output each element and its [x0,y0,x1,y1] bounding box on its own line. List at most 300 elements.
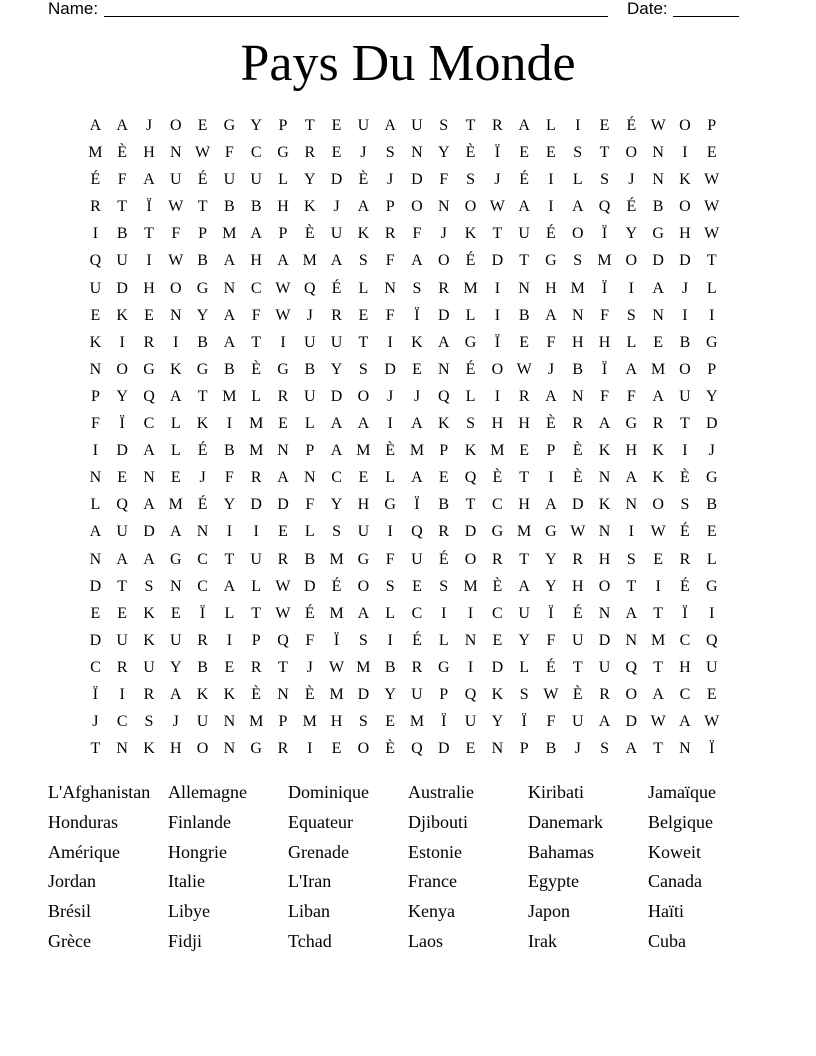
grid-letter[interactable]: W [704,171,720,189]
grid-letter[interactable]: U [303,333,316,351]
grid-letter[interactable]: J [333,198,340,216]
grid-letter[interactable]: L [706,279,717,297]
grid-letter[interactable]: É [412,631,422,649]
grid-letter[interactable]: E [331,740,342,758]
grid-letter[interactable]: B [116,225,128,243]
grid-letter[interactable]: F [546,333,556,351]
grid-letter[interactable]: J [92,713,99,731]
grid-letter[interactable]: O [170,117,182,134]
grid-letter[interactable]: È [572,685,583,703]
grid-letter[interactable]: D [143,523,155,541]
grid-letter[interactable]: Q [303,279,316,297]
grid-letter[interactable]: A [679,713,691,731]
grid-letter[interactable]: E [170,604,181,622]
grid-letter[interactable]: F [305,631,315,649]
grid-letter[interactable]: I [226,631,233,649]
grid-letter[interactable]: H [518,415,530,433]
grid-letter[interactable]: O [357,740,370,758]
grid-letter[interactable]: U [89,279,102,297]
grid-letter[interactable]: A [170,523,182,541]
grid-letter[interactable]: H [598,333,611,351]
grid-letter[interactable]: L [626,333,637,351]
grid-letter[interactable]: L [385,469,396,487]
grid-letter[interactable]: I [307,740,313,758]
grid-letter[interactable]: I [548,469,554,487]
grid-letter[interactable]: K [357,225,370,243]
grid-letter[interactable]: L [304,415,315,433]
grid-letter[interactable]: B [572,360,584,378]
grid-letter[interactable]: B [679,333,691,351]
grid-letter[interactable]: N [464,631,477,649]
grid-letter[interactable]: T [519,469,530,487]
grid-letter[interactable]: N [598,604,611,622]
grid-letter[interactable]: D [330,171,343,189]
grid-letter[interactable]: S [466,415,475,433]
grid-letter[interactable]: Q [464,469,477,487]
grid-letter[interactable]: U [223,171,236,189]
grid-letter[interactable]: A [116,550,128,568]
grid-letter[interactable]: É [304,604,315,622]
grid-letter[interactable]: J [387,387,394,405]
grid-letter[interactable]: I [709,604,715,622]
grid-letter[interactable]: U [303,387,316,405]
grid-letter[interactable]: È [546,415,556,433]
grid-letter[interactable]: O [625,144,638,162]
grid-letter[interactable]: N [518,279,530,297]
grid-letter[interactable]: J [628,171,635,189]
grid-letter[interactable]: J [306,306,313,324]
grid-letter[interactable]: K [143,740,155,758]
grid-letter[interactable]: R [90,198,101,216]
grid-letter[interactable]: E [465,740,476,758]
grid-letter[interactable]: H [143,144,155,162]
grid-letter[interactable]: Ï [601,225,608,243]
grid-letter[interactable]: J [172,713,179,731]
grid-letter[interactable]: Ï [92,685,99,703]
grid-letter[interactable]: H [545,279,557,297]
grid-letter[interactable]: L [706,550,717,568]
grid-letter[interactable]: L [519,658,530,676]
grid-letter[interactable]: Ï [548,604,554,622]
grid-letter[interactable]: Y [625,225,638,243]
grid-letter[interactable]: Y [491,713,504,731]
grid-letter[interactable]: B [304,360,316,378]
grid-letter[interactable]: O [411,198,423,216]
grid-letter[interactable]: U [196,713,209,731]
grid-letter[interactable]: L [90,496,101,514]
grid-letter[interactable]: E [519,333,530,351]
grid-letter[interactable]: W [275,577,291,595]
grid-letter[interactable]: E [117,604,128,622]
grid-letter[interactable]: N [571,306,584,324]
grid-letter[interactable]: S [332,523,342,541]
grid-letter[interactable]: D [679,252,691,270]
grid-letter[interactable]: N [411,144,423,162]
grid-letter[interactable]: A [411,252,423,270]
grid-letter[interactable]: H [357,496,370,514]
grid-letter[interactable]: S [626,306,636,324]
grid-letter[interactable]: Y [196,306,209,324]
grid-letter[interactable]: R [652,415,664,433]
grid-letter[interactable]: U [411,550,423,568]
grid-letter[interactable]: I [548,171,554,189]
grid-letter[interactable]: P [707,117,717,134]
grid-letter[interactable]: T [251,604,262,622]
grid-letter[interactable]: I [548,198,554,216]
grid-letter[interactable]: G [437,658,450,676]
grid-letter[interactable]: S [466,171,475,189]
grid-letter[interactable]: O [116,360,128,378]
grid-letter[interactable]: T [465,496,476,514]
grid-letter[interactable]: H [598,550,611,568]
grid-letter[interactable]: I [494,279,501,297]
grid-letter[interactable]: È [492,577,503,595]
grid-letter[interactable]: D [598,631,611,649]
grid-letter[interactable]: È [492,469,503,487]
grid-letter[interactable]: I [628,279,634,297]
grid-letter[interactable]: F [626,387,636,405]
grid-letter[interactable]: I [467,658,474,676]
grid-letter[interactable]: T [251,333,262,351]
grid-letter[interactable]: G [705,577,718,595]
grid-letter[interactable]: Ï [414,496,420,514]
grid-letter[interactable]: A [571,198,584,216]
grid-letter[interactable]: L [170,415,181,433]
grid-letter[interactable]: O [625,685,638,703]
grid-letter[interactable]: R [679,550,691,568]
grid-letter[interactable]: È [251,360,262,378]
grid-letter[interactable]: L [224,604,235,622]
grid-letter[interactable]: U [357,117,370,134]
grid-letter[interactable]: O [679,198,691,216]
grid-letter[interactable]: I [441,604,447,622]
grid-letter[interactable]: F [224,469,234,487]
grid-letter[interactable]: Q [598,198,611,216]
grid-letter[interactable]: D [491,252,504,270]
grid-letter[interactable]: S [680,496,690,514]
grid-letter[interactable]: Q [437,387,450,405]
grid-letter[interactable]: E [599,117,610,134]
grid-letter[interactable]: P [385,198,395,216]
grid-letter[interactable]: L [251,577,262,595]
grid-letter[interactable]: S [573,144,583,162]
grid-letter[interactable]: M [517,523,532,541]
grid-letter[interactable]: G [384,496,396,514]
grid-letter[interactable]: N [652,306,664,324]
grid-letter[interactable]: B [304,550,316,568]
grid-letter[interactable]: B [197,658,208,676]
grid-letter[interactable]: Ï [601,360,608,378]
grid-letter[interactable]: A [598,713,611,731]
grid-letter[interactable]: N [89,469,102,487]
grid-letter[interactable]: S [412,279,422,297]
grid-letter[interactable]: A [330,252,343,270]
grid-letter[interactable]: E [412,577,422,595]
grid-letter[interactable]: F [600,387,609,405]
grid-letter[interactable]: A [330,442,343,460]
grid-letter[interactable]: C [197,577,208,595]
grid-letter[interactable]: T [197,387,208,405]
grid-letter[interactable]: K [143,631,155,649]
grid-letter[interactable]: O [464,198,477,216]
grid-letter[interactable]: Q [89,252,102,270]
grid-letter[interactable]: T [358,333,369,351]
grid-letter[interactable]: U [411,117,423,134]
grid-letter[interactable]: E [385,713,396,731]
grid-letter[interactable]: W [329,658,345,676]
grid-letter[interactable]: É [546,225,556,243]
grid-letter[interactable]: W [704,225,720,243]
grid-letter[interactable]: D [89,577,102,595]
grid-letter[interactable]: F [412,225,422,243]
grid-letter[interactable]: F [171,225,181,243]
grid-letter[interactable]: S [385,144,395,162]
grid-letter[interactable]: G [464,333,477,351]
grid-letter[interactable]: J [681,279,689,297]
grid-letter[interactable]: U [411,685,423,703]
grid-letter[interactable]: Y [116,387,128,405]
grid-letter[interactable]: F [546,713,556,731]
grid-letter[interactable]: I [387,333,393,351]
grid-letter[interactable]: I [173,333,179,351]
grid-letter[interactable]: Y [545,550,557,568]
grid-letter[interactable]: A [143,442,155,460]
grid-letter[interactable]: R [438,523,450,541]
grid-letter[interactable]: D [384,360,396,378]
grid-letter[interactable]: Q [625,658,638,676]
grid-letter[interactable]: A [598,415,611,433]
grid-letter[interactable]: A [116,117,128,134]
grid-letter[interactable]: I [387,415,393,433]
grid-letter[interactable]: A [277,469,289,487]
grid-letter[interactable]: É [465,360,476,378]
grid-letter[interactable]: Ï [601,279,608,297]
grid-letter[interactable]: I [682,306,688,324]
grid-letter[interactable]: H [571,577,584,595]
grid-letter[interactable]: W [570,523,586,541]
grid-letter[interactable]: Ï [333,631,340,649]
grid-letter[interactable]: O [357,387,370,405]
grid-letter[interactable]: K [491,685,504,703]
grid-letter[interactable]: N [679,740,691,758]
grid-letter[interactable]: P [251,631,261,649]
grid-letter[interactable]: W [516,360,532,378]
grid-letter[interactable]: E [331,144,342,162]
grid-letter[interactable]: T [653,604,664,622]
grid-letter[interactable]: È [572,469,583,487]
grid-letter[interactable]: O [598,577,611,595]
grid-letter[interactable]: M [302,252,317,270]
grid-letter[interactable]: P [305,442,315,460]
grid-letter[interactable]: K [89,333,102,351]
grid-letter[interactable]: L [358,279,369,297]
grid-letter[interactable]: F [251,306,261,324]
grid-letter[interactable]: J [387,171,394,189]
grid-letter[interactable]: W [195,144,211,162]
grid-letter[interactable]: T [278,658,288,676]
grid-letter[interactable]: H [330,713,343,731]
grid-letter[interactable]: D [116,279,128,297]
grid-letter[interactable]: H [518,496,530,514]
grid-letter[interactable]: È [304,685,315,703]
grid-letter[interactable]: Y [330,496,343,514]
grid-letter[interactable]: A [143,171,155,189]
grid-letter[interactable]: T [599,144,610,162]
grid-letter[interactable]: N [170,577,182,595]
grid-letter[interactable]: I [253,523,259,541]
grid-letter[interactable]: Q [411,523,423,541]
grid-letter[interactable]: O [652,496,664,514]
grid-letter[interactable]: D [357,685,370,703]
grid-letter[interactable]: É [331,279,342,297]
grid-letter[interactable]: T [144,225,154,243]
grid-letter[interactable]: O [625,252,638,270]
grid-letter[interactable]: I [226,523,233,541]
grid-letter[interactable]: G [223,117,236,134]
grid-letter[interactable]: M [222,225,237,243]
grid-letter[interactable]: È [680,469,690,487]
grid-letter[interactable]: O [437,252,450,270]
grid-letter[interactable]: N [196,523,209,541]
grid-letter[interactable]: Ï [199,604,206,622]
grid-letter[interactable]: N [598,523,611,541]
grid-letter[interactable]: P [439,685,449,703]
grid-letter[interactable]: Ï [494,144,501,162]
grid-letter[interactable]: B [224,360,235,378]
grid-letter[interactable]: É [331,577,342,595]
grid-letter[interactable]: B [438,496,450,514]
grid-letter[interactable]: N [437,198,450,216]
grid-letter[interactable]: T [519,252,530,270]
grid-letter[interactable]: I [280,333,286,351]
grid-letter[interactable]: N [223,713,236,731]
grid-letter[interactable]: N [116,740,128,758]
grid-letter[interactable]: É [197,171,208,189]
grid-letter[interactable]: E [144,306,154,324]
grid-letter[interactable]: M [329,685,344,703]
grid-letter[interactable]: O [679,360,691,378]
grid-letter[interactable]: H [250,252,262,270]
grid-letter[interactable]: D [625,713,638,731]
grid-letter[interactable]: C [116,713,128,731]
grid-letter[interactable]: T [572,658,583,676]
grid-letter[interactable]: A [330,415,343,433]
grid-letter[interactable]: I [92,442,99,460]
grid-letter[interactable]: O [571,225,584,243]
grid-letter[interactable]: T [465,117,476,134]
grid-letter[interactable]: J [145,117,153,134]
grid-letter[interactable]: W [650,117,666,134]
grid-letter[interactable]: C [492,496,503,514]
grid-letter[interactable]: N [598,469,611,487]
grid-letter[interactable]: R [143,685,155,703]
grid-letter[interactable]: È [572,442,583,460]
grid-letter[interactable]: I [146,252,152,270]
grid-letter[interactable]: C [90,658,101,676]
grid-letter[interactable]: M [356,658,371,676]
grid-letter[interactable]: H [170,740,182,758]
grid-letter[interactable]: Q [116,496,128,514]
grid-letter[interactable]: L [465,387,476,405]
grid-letter[interactable]: A [652,387,664,405]
grid-letter[interactable]: Q [277,631,289,649]
grid-letter[interactable]: A [143,550,155,568]
grid-letter[interactable]: T [117,577,128,595]
grid-letter[interactable]: F [385,252,395,270]
grid-letter[interactable]: B [518,306,530,324]
grid-letter[interactable]: N [277,442,289,460]
grid-letter[interactable]: E [358,306,369,324]
grid-letter[interactable]: P [198,225,208,243]
grid-letter[interactable]: T [706,252,717,270]
grid-letter[interactable]: U [170,631,182,649]
grid-letter[interactable]: L [572,171,583,189]
grid-letter[interactable]: Q [143,387,155,405]
grid-letter[interactable]: G [250,740,262,758]
grid-letter[interactable]: K [223,685,236,703]
grid-letter[interactable]: M [409,442,425,460]
grid-letter[interactable]: È [117,144,128,162]
grid-letter[interactable]: O [357,577,370,595]
grid-letter[interactable]: A [89,117,102,134]
grid-letter[interactable]: Ï [146,198,152,216]
grid-letter[interactable]: O [679,117,691,134]
grid-letter[interactable]: T [90,740,101,758]
grid-letter[interactable]: P [278,117,288,134]
grid-letter[interactable]: È [465,144,476,162]
grid-letter[interactable]: J [494,171,501,189]
grid-letter[interactable]: K [170,360,182,378]
grid-letter[interactable]: F [385,306,395,324]
grid-letter[interactable]: M [222,387,237,405]
grid-letter[interactable]: R [572,550,584,568]
grid-letter[interactable]: U [679,387,691,405]
grid-letter[interactable]: É [680,523,690,541]
grid-letter[interactable]: E [519,144,530,162]
grid-letter[interactable]: S [358,713,368,731]
grid-letter[interactable]: R [384,225,396,243]
grid-letter[interactable]: Ï [521,713,527,731]
grid-letter[interactable]: N [143,469,155,487]
grid-letter[interactable]: L [546,117,556,134]
grid-letter[interactable]: R [197,631,208,649]
grid-letter[interactable]: W [704,198,720,216]
grid-letter[interactable]: F [305,496,315,514]
grid-letter[interactable]: U [330,225,343,243]
grid-letter[interactable]: É [90,171,101,189]
grid-letter[interactable]: H [277,198,289,216]
grid-letter[interactable]: P [439,442,449,460]
grid-letter[interactable]: U [170,171,182,189]
grid-letter[interactable]: I [494,387,501,405]
grid-letter[interactable]: L [304,523,315,541]
grid-letter[interactable]: M [329,604,344,622]
grid-letter[interactable]: G [143,360,155,378]
grid-letter[interactable]: A [89,523,102,541]
grid-letter[interactable]: J [413,387,421,405]
grid-letter[interactable]: B [652,198,664,216]
grid-letter[interactable]: W [275,604,291,622]
grid-letter[interactable]: U [518,225,530,243]
grid-letter[interactable]: H [625,442,638,460]
grid-letter[interactable]: É [197,442,208,460]
grid-letter[interactable]: É [680,577,690,595]
grid-letter[interactable]: E [170,469,181,487]
grid-letter[interactable]: N [625,496,638,514]
grid-letter[interactable]: T [117,198,128,216]
grid-letter[interactable]: É [626,198,637,216]
grid-letter[interactable]: G [491,523,504,541]
